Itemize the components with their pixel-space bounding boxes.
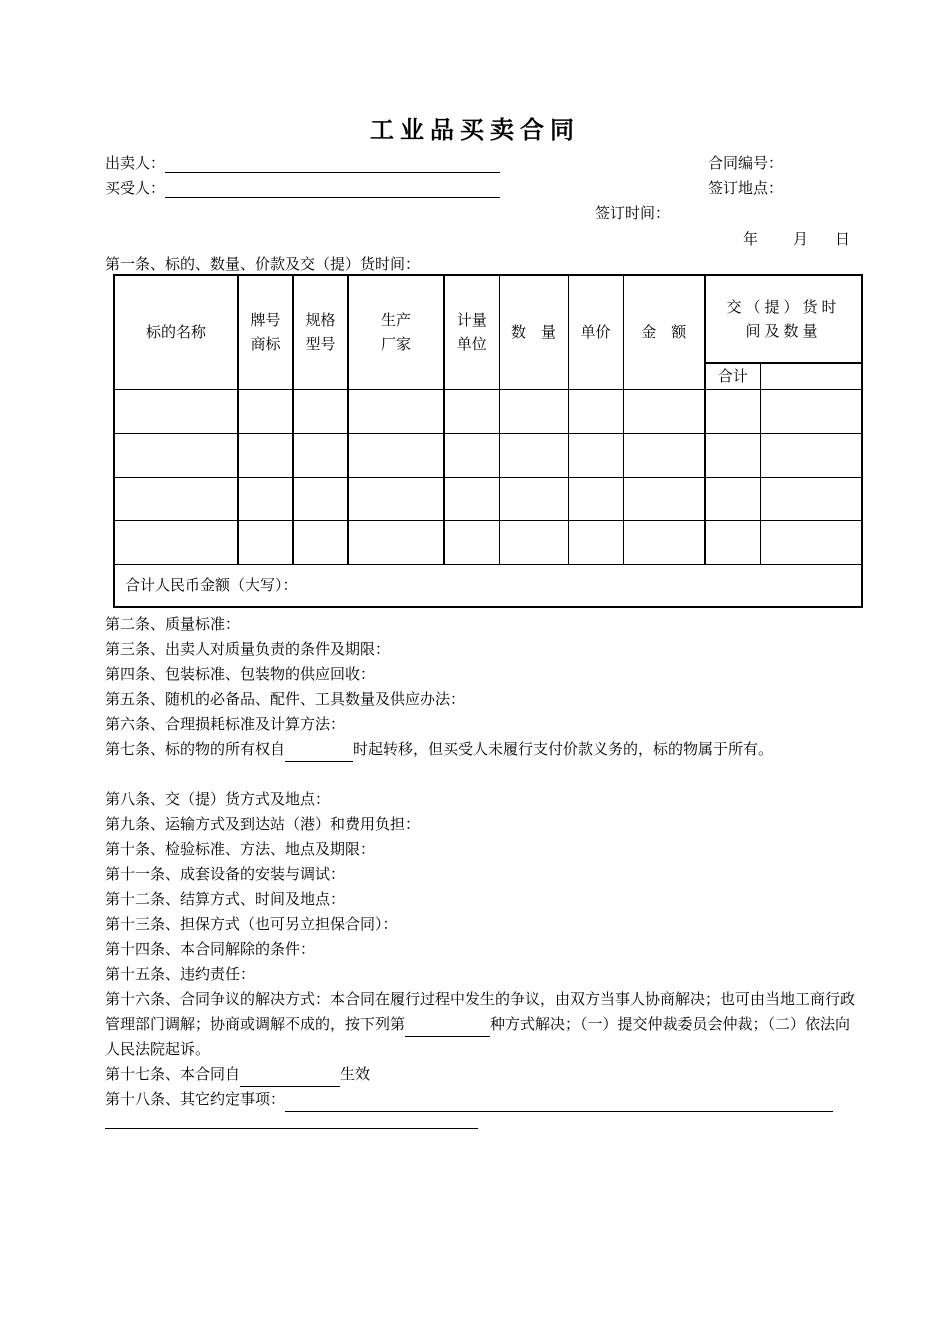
table-cell[interactable] xyxy=(760,520,862,564)
table-cell[interactable] xyxy=(293,477,348,520)
table-cell[interactable] xyxy=(499,433,568,477)
header-name: 标的名称 xyxy=(114,275,238,389)
dispute-method-field[interactable] xyxy=(405,1020,490,1037)
table-cell[interactable] xyxy=(623,477,705,520)
sign-place-label: 签订地点： xyxy=(708,179,784,197)
table-cell[interactable] xyxy=(499,477,568,520)
page-title: 工业品买卖合同 xyxy=(370,116,580,144)
table-cell[interactable] xyxy=(705,477,760,520)
total-rmb-cell[interactable] xyxy=(114,564,862,607)
table-cell[interactable] xyxy=(760,433,862,477)
table-cell[interactable] xyxy=(568,433,623,477)
buyer-row xyxy=(105,177,500,198)
header-brand: 牌号 商标 xyxy=(238,275,293,389)
date-month: 月 xyxy=(793,230,809,248)
buyer-label: 买受人： xyxy=(105,179,166,197)
table-cell[interactable] xyxy=(293,389,348,433)
effective-field[interactable] xyxy=(240,1070,340,1087)
table-cell[interactable] xyxy=(444,389,499,433)
clause-5: 第五条、随机的必备品、配件、工具数量及供应办法： xyxy=(105,690,466,708)
header-unit: 计量 单位 xyxy=(444,275,499,389)
table-cell[interactable] xyxy=(444,433,499,477)
table-cell[interactable] xyxy=(623,433,705,477)
clause-18: 第十八条、其它约定事项： xyxy=(105,1087,855,1112)
other-matters-line-2[interactable] xyxy=(105,1128,478,1129)
clause-1: 第一条、标的、数量、价款及交（提）货时间： xyxy=(105,255,421,273)
header-price: 单价 xyxy=(568,275,623,389)
header-delivery-blank xyxy=(760,363,862,389)
clause-12: 第十二条、结算方式、时间及地点： xyxy=(105,890,346,908)
table-cell[interactable] xyxy=(238,520,293,564)
clause-11: 第十一条、成套设备的安装与调试： xyxy=(105,865,346,883)
clause-2: 第二条、质量标准： xyxy=(105,615,241,633)
table-cell[interactable] xyxy=(568,520,623,564)
goods-table xyxy=(113,274,863,608)
table-row xyxy=(114,477,862,520)
sign-time-label: 签订时间： xyxy=(595,204,671,222)
clause-9: 第九条、运输方式及到达站（港）和费用负担： xyxy=(105,815,421,833)
table-row xyxy=(114,520,862,564)
table-cell[interactable] xyxy=(238,433,293,477)
table-row xyxy=(114,433,862,477)
clause-3: 第三条、出卖人对质量负责的条件及期限： xyxy=(105,640,391,658)
date-year: 年 xyxy=(743,230,759,248)
table-cell[interactable] xyxy=(568,389,623,433)
table-cell[interactable] xyxy=(293,433,348,477)
table-cell[interactable] xyxy=(348,520,444,564)
table-cell[interactable] xyxy=(238,389,293,433)
contract-no-label: 合同编号： xyxy=(708,154,784,172)
total-rmb-label: 合计人民币金额（大写）： xyxy=(125,576,298,595)
clause-6: 第六条、合理损耗标准及计算方法： xyxy=(105,715,346,733)
table-cell[interactable] xyxy=(499,520,568,564)
table-cell[interactable] xyxy=(623,389,705,433)
table-cell[interactable] xyxy=(760,389,862,433)
seller-field[interactable] xyxy=(165,154,500,173)
clause-4: 第四条、包装标准、包装物的供应回收： xyxy=(105,665,376,683)
table-cell[interactable] xyxy=(705,389,760,433)
header-delivery: 交（提）货时 间及数量 xyxy=(705,275,862,363)
seller-label: 出卖人： xyxy=(105,154,166,172)
table-cell[interactable] xyxy=(568,477,623,520)
table-cell[interactable] xyxy=(348,389,444,433)
header-spec: 规格 型号 xyxy=(293,275,348,389)
table-cell[interactable] xyxy=(760,477,862,520)
header-subtotal: 合计 xyxy=(705,363,760,389)
clause-13: 第十三条、担保方式（也可另立担保合同）： xyxy=(105,915,398,933)
table-cell[interactable] xyxy=(238,477,293,520)
seller-row xyxy=(105,152,500,173)
table-cell[interactable] xyxy=(705,433,760,477)
table-cell[interactable] xyxy=(114,433,238,477)
header-amount: 金 额 xyxy=(623,275,705,389)
table-row xyxy=(114,389,862,433)
clause-8: 第八条、交（提）货方式及地点： xyxy=(105,790,331,808)
buyer-field[interactable] xyxy=(165,179,500,198)
table-cell[interactable] xyxy=(348,477,444,520)
table-cell[interactable] xyxy=(444,477,499,520)
clause-7: 第七条、标的物的所有权自 时起转移，但买受人未履行支付价款义务的，标的物属于所有。 xyxy=(105,737,855,762)
date-day: 日 xyxy=(835,230,851,248)
table-header-row xyxy=(114,275,862,363)
clause-16: 第十六条、合同争议的解决方式：本合同在履行过程中发生的争议，由双方当事人协商解决；也可由当地工商行政管理部门调解；协商或调解不成的，按下列第 种方式解决；（一）提交仲裁委员会仲裁；（二）依法向人民法院起诉。 xyxy=(105,990,856,1058)
clause-15: 第十五条、违约责任： xyxy=(105,965,256,983)
table-cell[interactable] xyxy=(444,520,499,564)
table-cell[interactable] xyxy=(623,520,705,564)
table-cell[interactable] xyxy=(114,389,238,433)
clause-14: 第十四条、本合同解除的条件： xyxy=(105,940,316,958)
table-cell[interactable] xyxy=(705,520,760,564)
ownership-time-field[interactable] xyxy=(285,745,353,762)
total-row xyxy=(114,564,862,607)
table-cell[interactable] xyxy=(499,389,568,433)
header-maker: 生产 厂家 xyxy=(348,275,444,389)
table-cell[interactable] xyxy=(348,433,444,477)
table-cell[interactable] xyxy=(293,520,348,564)
clause-10: 第十条、检验标准、方法、地点及期限： xyxy=(105,840,376,858)
header-qty: 数 量 xyxy=(499,275,568,389)
other-matters-field[interactable] xyxy=(285,1095,833,1112)
table-cell[interactable] xyxy=(114,477,238,520)
clause-17: 第十七条、本合同自 生效 xyxy=(105,1062,855,1087)
table-cell[interactable] xyxy=(114,520,238,564)
